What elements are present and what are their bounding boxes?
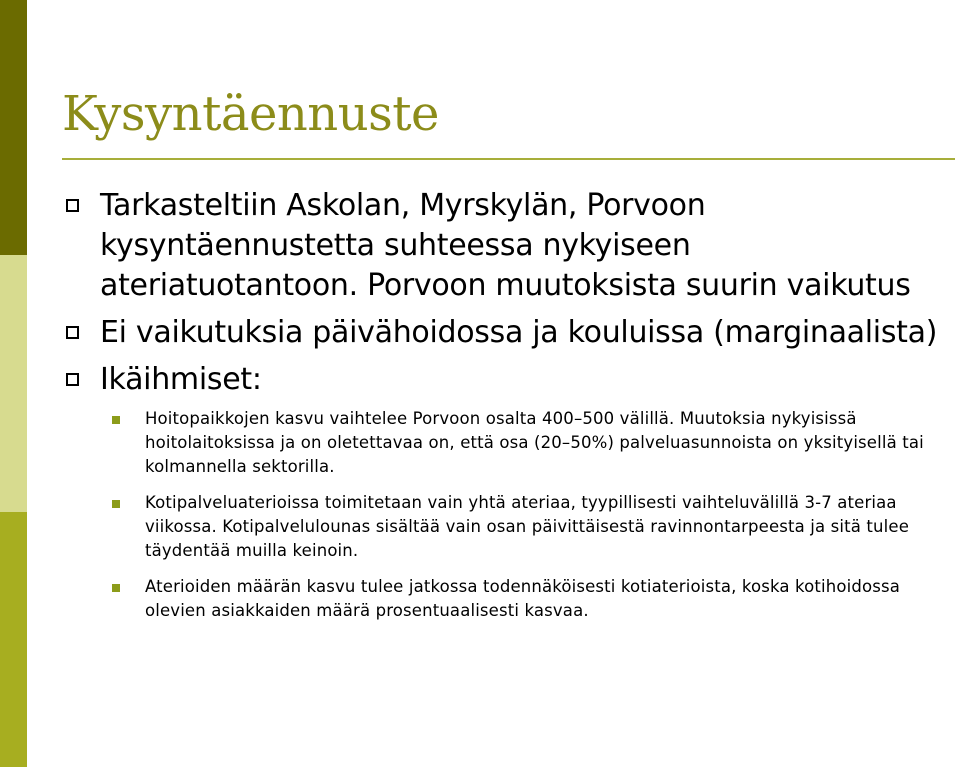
hollow-square-bullet-icon — [66, 373, 79, 386]
hollow-square-bullet-icon — [66, 326, 79, 339]
filled-square-bullet-icon — [112, 584, 120, 592]
filled-square-bullet-icon — [112, 416, 120, 424]
left-band-top — [0, 0, 27, 255]
sub-bullet-text: Aterioiden määrän kasvu tulee jatkossa todennäköisesti kotiaterioista, koska kotihoidossa olevien asiakkaiden määrä prosentuaalisesti kasvaa. — [145, 577, 900, 620]
bullet-item — [62, 313, 957, 353]
sub-bullet-text: Hoitopaikkojen kasvu vaihtelee Porvoon osalta 400–500 välillä. Muutoksia nykyisissä hoitolaitoksissa ja on oletettavaa on, että osa (20–50%) palveluasunnoista on yksityisellä tai kolmannella sektorilla. — [145, 409, 924, 476]
sub-bullet-item — [62, 575, 957, 623]
sub-bullet-item — [62, 491, 957, 563]
sub-bullet-text: Kotipalveluaterioissa toimitetaan vain yhtä ateriaa, tyypillisesti vaihteluvälillä 3-7 ateriaa viikossa. Kotipalvelulounas sisältää vain osan päivittäisestä ravinnontarpeesta ja sitä tulee täydentää muilla keinoin. — [145, 493, 909, 560]
bullet-text: Ei vaikutuksia päivähoidossa ja kouluissa (marginaalista) — [100, 315, 938, 350]
title-divider — [62, 158, 955, 160]
bullet-item — [62, 360, 957, 400]
sub-bullet-list — [62, 407, 957, 623]
bullet-text: Ikäihmiset: — [100, 362, 262, 397]
sub-bullet-item — [62, 407, 957, 479]
slide-content — [62, 186, 957, 635]
bullet-item — [62, 186, 957, 306]
filled-square-bullet-icon — [112, 500, 120, 508]
left-band-middle — [0, 255, 27, 512]
hollow-square-bullet-icon — [66, 199, 79, 212]
bullet-text: Tarkasteltiin Askolan, Myrskylän, Porvoon kysyntäennustetta suhteessa nykyiseen ateriatuotantoon. Porvoon muutoksista suurin vaikutus — [100, 188, 911, 303]
slide-title: Kysyntäennuste — [62, 86, 439, 142]
left-band-bottom — [0, 512, 27, 767]
